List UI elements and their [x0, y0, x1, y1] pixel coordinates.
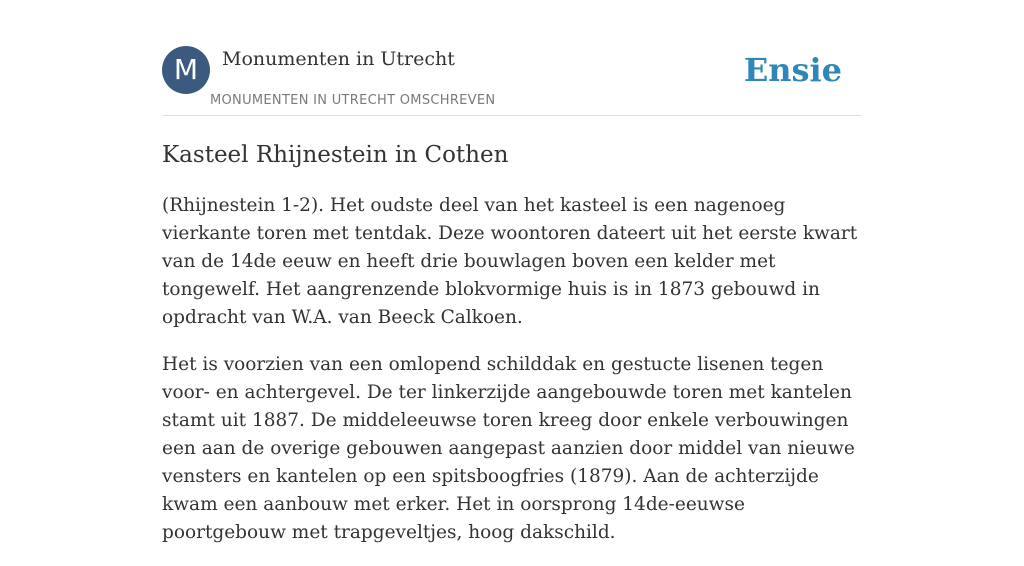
avatar[interactable]: M [162, 46, 210, 94]
site-header [162, 46, 862, 116]
article-paragraph: (Rhijnestein 1-2). Het oudste deel van het kasteel is een nagenoeg vierkante toren met tentdak. Deze woontoren dateert uit het eerste kwart van de 14de eeuw en heeft drie bouwlagen boven een kelder met tongewelf. Het aangrenzende blokvormige huis is in 1873 gebouwd in opdracht van W.A. van Beeck Calkoen. [162, 195, 858, 328]
site-title-link[interactable]: Monumenten in Utrecht [222, 48, 455, 70]
article-body [162, 192, 862, 566]
header-divider [162, 115, 862, 116]
brand-logo-link[interactable]: Ensie [743, 51, 842, 89]
article-paragraph: Het is voorzien van een omlopend schilddak en gestucte lisenen tegen voor- en achtergevel. De ter linkerzijde aangebouwde toren met kantelen stamt uit 1887. De middeleeuwse toren kreeg door enkele verbouwingen een aan de overige gebouwen aangepast aanzien door middel van nieuwe vensters en kantelen op een spitsboogfries (1879). Aan de achterzijde kwam een aanbouw met erker. Het in oorsprong 14de-eeuwse poortgebouw met trapgeveltjes, hoog dakschild. [162, 354, 855, 543]
site-subtitle: MONUMENTEN IN UTRECHT OMSCHREVEN [210, 93, 496, 108]
article-title: Kasteel Rhijnestein in Cothen [162, 142, 509, 168]
